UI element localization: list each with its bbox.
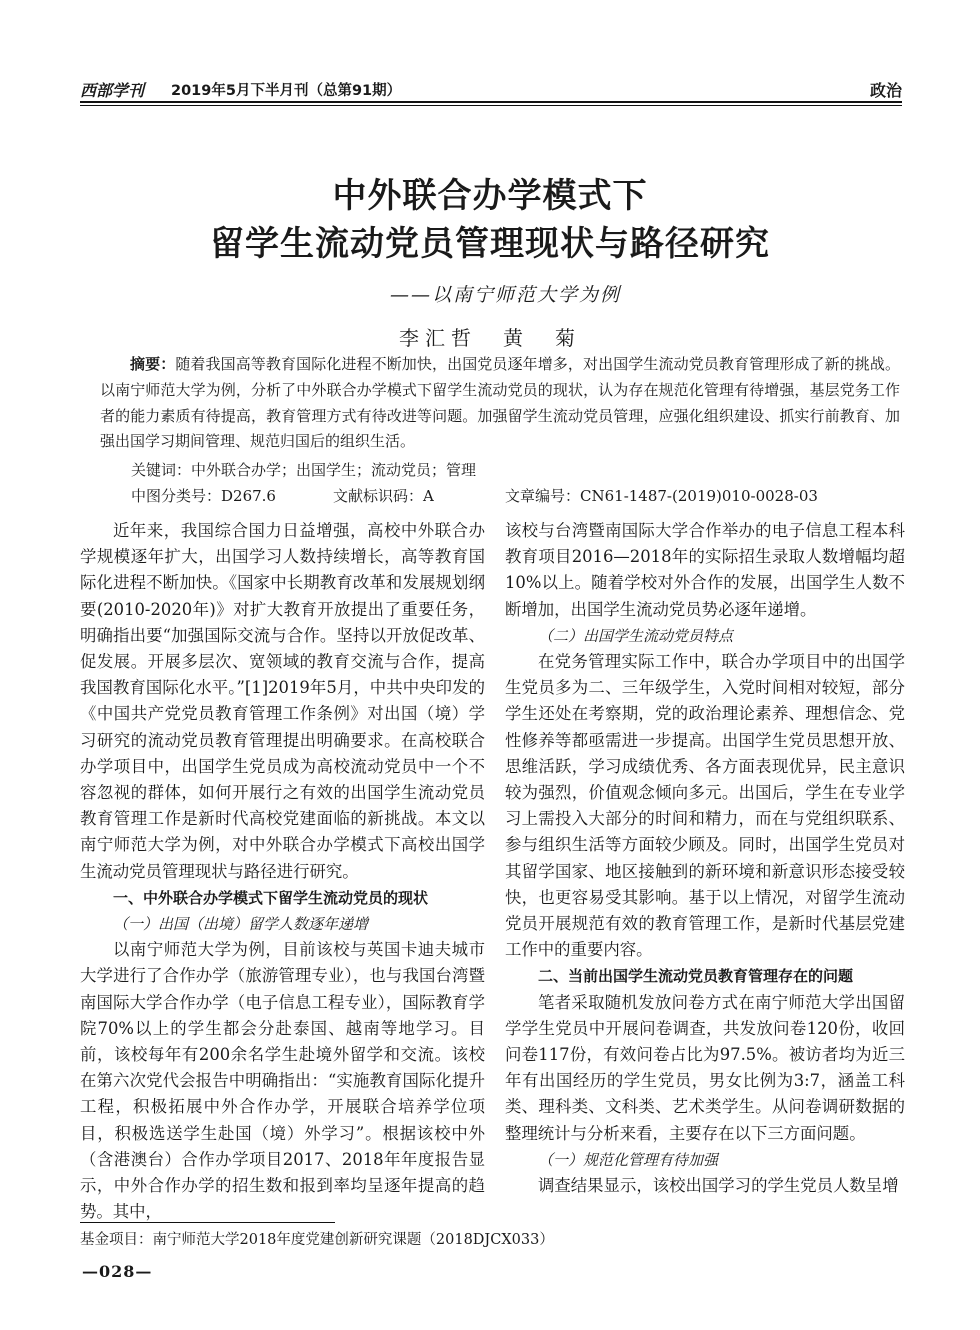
article-title-line1: 中外联合办学模式下 (332, 176, 648, 216)
body-paragraph: 近年来，我国综合国力日益增强，高校中外联合办学规模逐年扩大，出国学习人数持续增长，高等教育国际化进程不断加快。《国家中长期教育改革和发展规划纲要(2010-2020年)》对扩大教育开放提出了重要任务，明确指出要“加强国际交流与合作。坚持以开放促改革、促发展。开展多层次、宽领域的教育交流与合作，提高我国教育国际化水平。”[1]2019年5月，中共中央印发的《中国共产党党员教育管理工作条例》对出国（境）学习研究的流动党员教育管理提出明确要求。在高校联合办学项目中，出国学生党员成为高校流动党员中一个不容忽视的群体，如何开展行之有效的出国学生流动党员教育管理工作是新时代高校党建面临的新挑战。本文以南宁师范大学为例，对中外联合办学模式下高校出国学生流动党员管理现状与路径进行研究。 (80, 521, 485, 881)
body-paragraph: 调查结果显示，该校出国学习的学生党员人数呈增 (538, 1176, 899, 1196)
section-label: 政治 (869, 81, 902, 100)
footnote-rule (80, 1222, 335, 1223)
abstract-label: 摘要： (130, 355, 176, 373)
body-column-right (505, 518, 905, 1199)
article-title-line2: 留学生流动党员管理现状与路径研究 (210, 224, 770, 264)
subsection-heading: （一）出国（出境）留学人数逐年递增 (113, 915, 369, 934)
abstract (100, 352, 900, 455)
body-paragraph: 该校与台湾暨南国际大学合作举办的电子信息工程本科教育项目2016—2018年的实际招生录取人数增幅均超10%以上。随着学校对外合作的发展，出国学生人数不断增加，出国学生流动党员势必逐年递增。 (505, 521, 905, 619)
section-heading: 二、当前出国学生流动党员教育管理存在的问题 (538, 967, 854, 986)
header-rule (80, 101, 902, 103)
article-subtitle: ——以南宁师范大学为例 (390, 284, 622, 306)
section-heading: 一、中外联合办学模式下留学生流动党员的现状 (113, 888, 429, 907)
keywords: 关键词：中外联合办学；出国学生；流动党员；管理 (131, 461, 477, 479)
journal-logo: 西部学刊 (80, 81, 145, 100)
body-paragraph: 在党务管理实际工作中，联合办学项目中的出国学生党员多为二、三年级学生，入党时间相对较短，部分学生还处在考察期，党的政治理论素养、理想信念、党性修养等都亟需进一步提高。出国学生党员思想开放、思维活跃，学习成绩优秀、各方面表现优异，民主意识较为强烈，价值观念倾向多元。出国后，学生在专业学习上需投入大部分的时间和精力，而在与党组织联系、参与组织生活等方面较少顾及。同时，出国学生党员对其留学国家、地区接触到的新环境和新意识形态接受较快，也更容易受其影响。基于以上情况，对留学生流动党员开展规范有效的教育管理工作，是新时代基层党建工作中的重要内容。 (505, 652, 905, 960)
document-code: 文献标识码：A (333, 487, 434, 505)
body-column-left (80, 518, 485, 1225)
fund-note: 基金项目：南宁师范大学2018年度党建创新研究课题（2018DJCX033） (80, 1232, 554, 1248)
authors: 李汇哲 黄 菊 (399, 326, 581, 350)
header-rule-thin (80, 105, 902, 106)
body-paragraph: 以南宁师范大学为例，目前该校与英国卡迪夫城市大学进行了合作办学（旅游管理专业），也与我国台湾暨南国际大学合作办学（电子信息工程专业），国际教育学院70%以上的学生都会分赴泰国、越南等地学习。目前，该校每年有200余名学生赴境外留学和交流。该校在第六次党代会报告中明确指出：“实施教育国际化提升工程，积极拓展中外合作办学，开展联合培养学位项目，积极选送学生赴国（境）外学习”。根据该校中外（含港澳台）合作办学项目2017、2018年年度报告显示，中外合作办学的招生数和报到率均呈逐年提高的趋势。其中， (80, 940, 485, 1222)
subsection-heading: （二）出国学生流动党员特点 (538, 626, 734, 645)
page-number: —028— (82, 1262, 153, 1281)
subsection-heading: （一）规范化管理有待加强 (538, 1150, 719, 1169)
issue-info: 2019年5月下半月刊（总第91期） (171, 83, 402, 99)
abstract-text: 随着我国高等教育国际化进程不断加快，出国党员逐年增多，对出国学生流动党员教育管理形成了新的挑战。以南宁师范大学为例，分析了中外联合办学模式下留学生流动党员的现状，认为存在规范化管理有待增强，基层党务工作者的能力素质有待提高，教育管理方式有待改进等问题。加强留学生流动党员管理，应强化组织建设、抓实行前教育、加强出国学习期间管理、规范归国后的组织生活。 (100, 355, 900, 451)
running-header (80, 76, 902, 100)
clc-number: 中图分类号：D267.6 (131, 487, 276, 505)
article-number: 文章编号：CN61-1487-(2019)010-0028-03 (505, 487, 818, 505)
body-paragraph: 笔者采取随机发放问卷方式在南宁师范大学出国留学学生党员中开展问卷调查，共发放问卷120份，收回问卷117份，有效问卷占比为97.5%。被访者均为近三年有出国经历的学生党员，男女比例为3:7，涵盖工科类、理科类、文科类、艺术类学生。从问卷调研数据的整理统计与分析来看，主要存在以下三方面问题。 (505, 992, 905, 1143)
